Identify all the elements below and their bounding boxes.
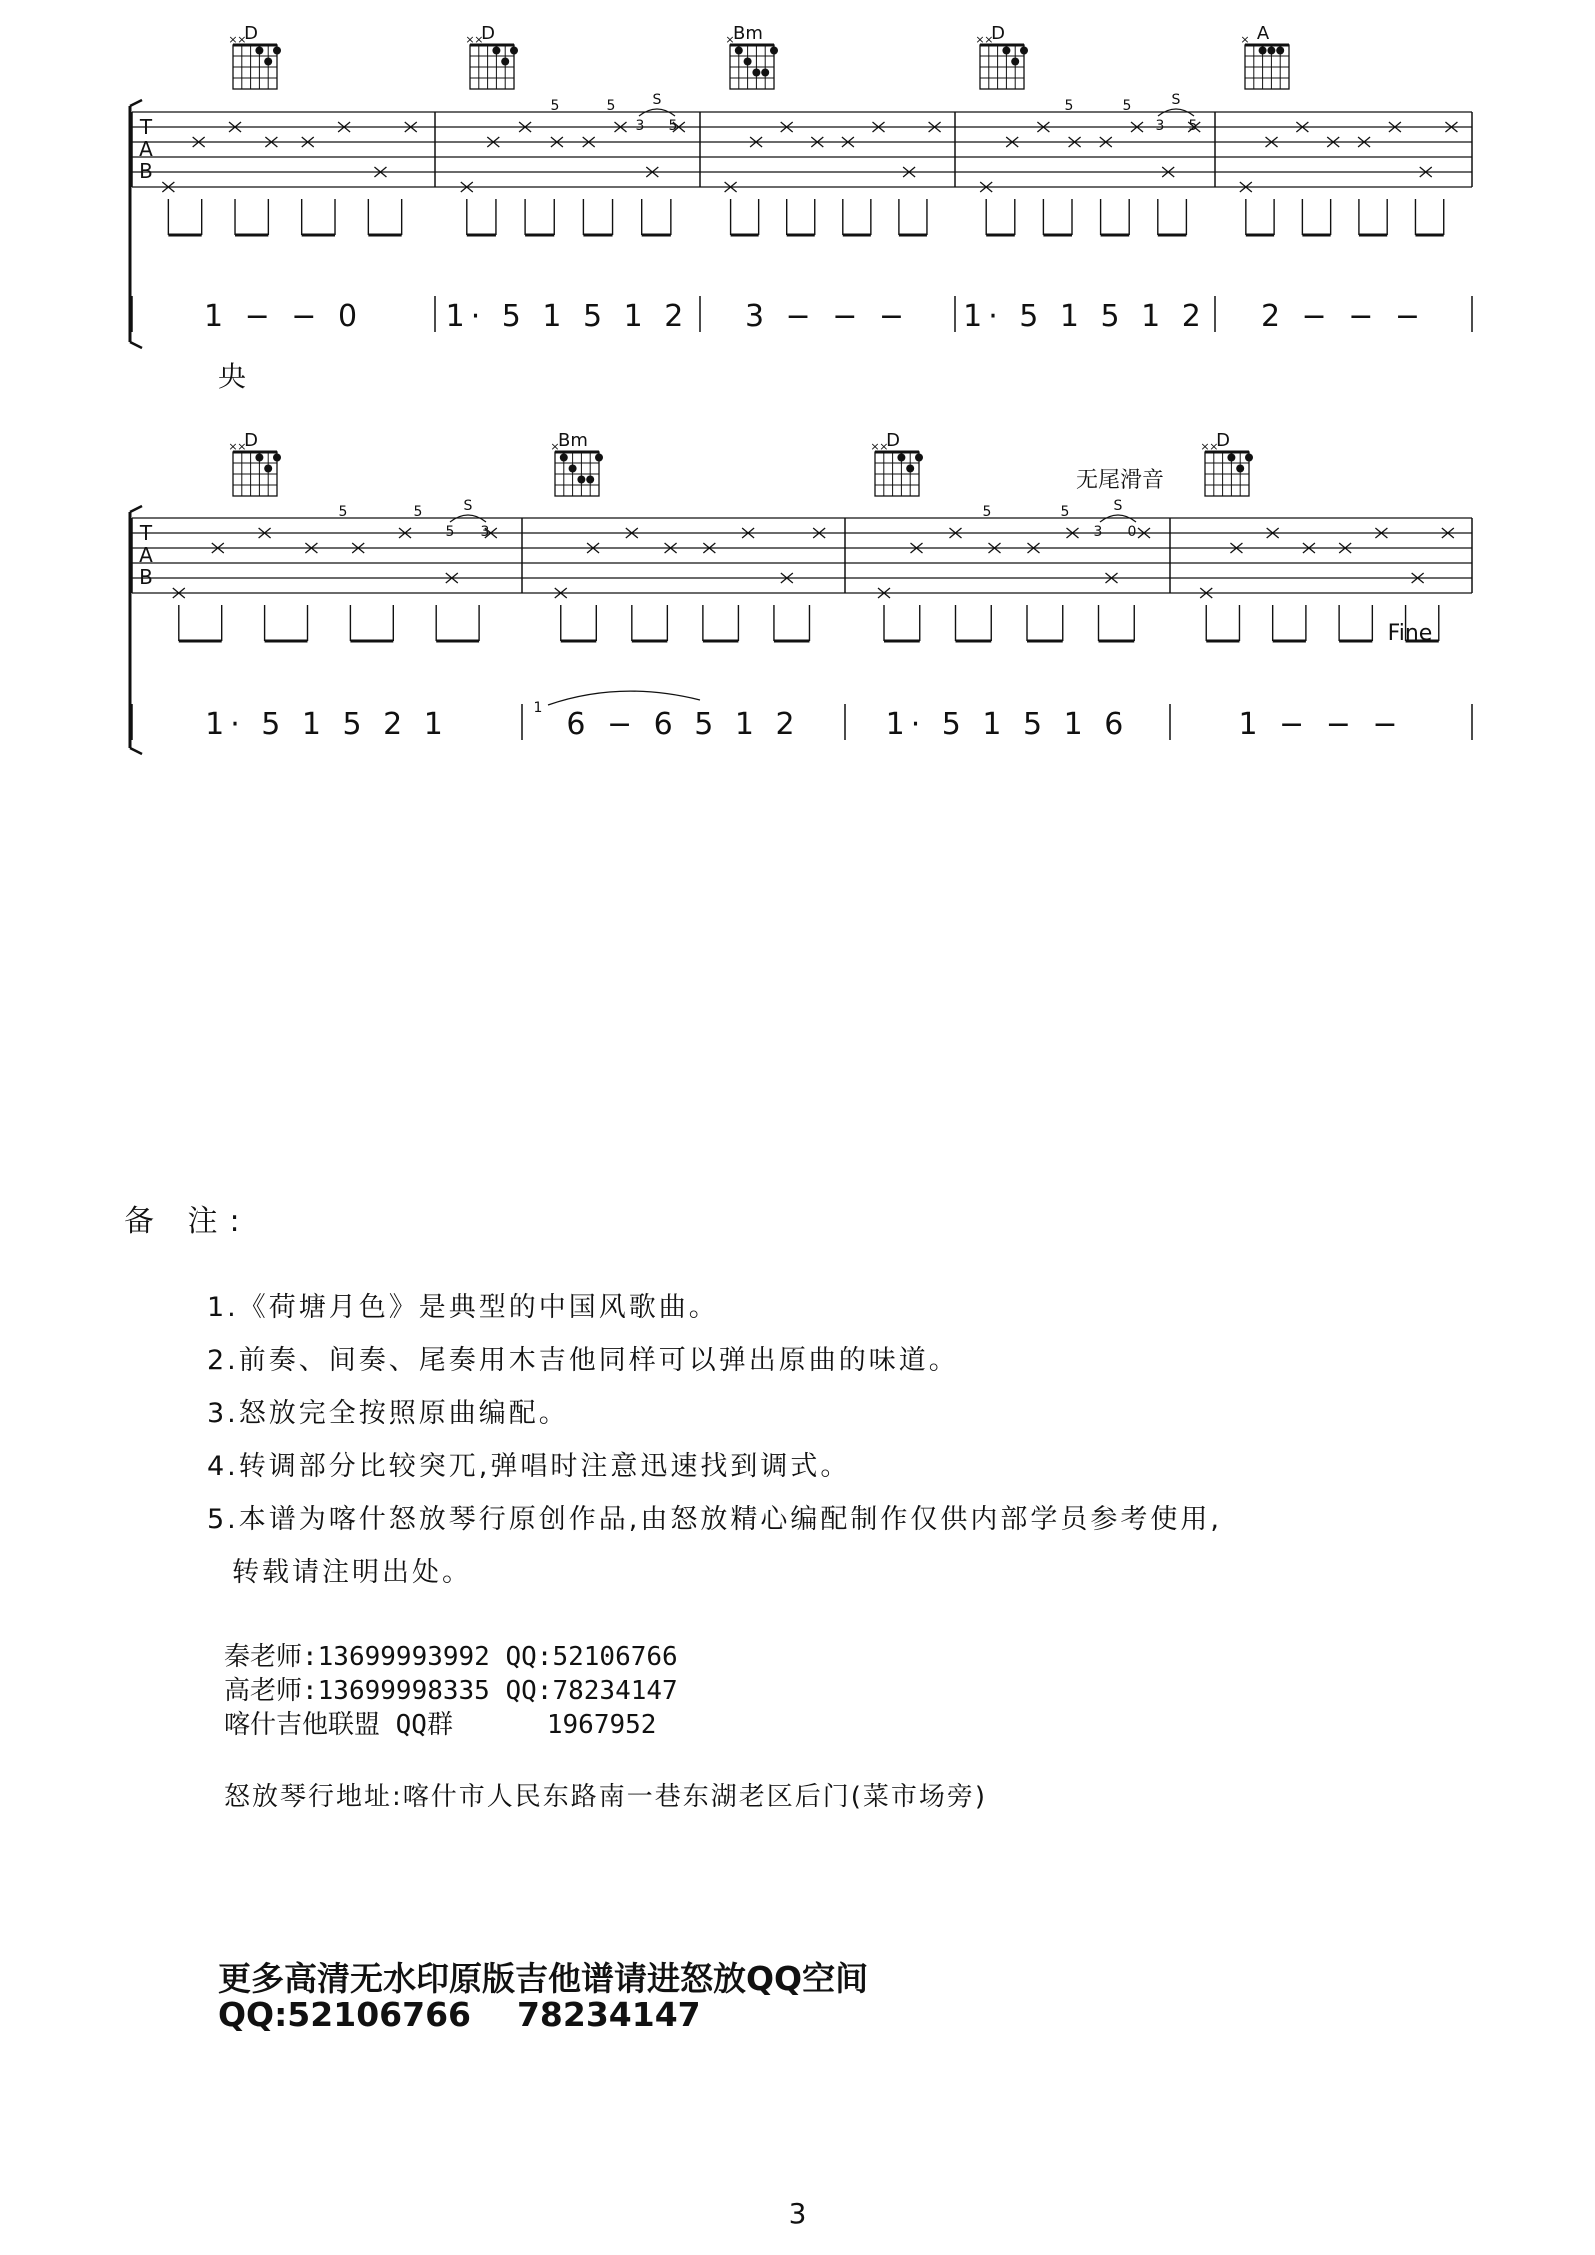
chord-name: A <box>1256 23 1270 44</box>
chord-finger-dot <box>577 476 585 484</box>
chord-diagram <box>228 23 281 89</box>
chord-finger-dot <box>1011 58 1019 66</box>
chord-finger-dot <box>264 58 272 66</box>
muted-string-mark: × <box>879 440 889 453</box>
tab-fret-number: 5 <box>1064 98 1074 114</box>
tab-clef-letter: T <box>139 115 153 139</box>
chord-name: Bm <box>733 23 763 44</box>
chord-name: D <box>244 23 258 44</box>
tab-fret-number: 5 <box>1122 98 1132 114</box>
contact-qin: 秦老师:13699993992 QQ:52106766 <box>224 1642 678 1672</box>
chord-name: D <box>481 23 495 44</box>
chord-finger-dot <box>1236 465 1244 473</box>
chord-finger-dot <box>744 58 752 66</box>
notation-measure: 1 − − 0 <box>203 299 364 334</box>
tab-fret-number: 3 <box>480 524 490 540</box>
chord-finger-dot <box>1002 47 1010 55</box>
fine-mark: Fine <box>1387 621 1433 646</box>
chord-finger-dot <box>752 69 760 77</box>
slide-mark: S <box>463 498 473 514</box>
muted-string-mark: × <box>228 33 238 46</box>
tab-fret-number: 5 <box>982 504 992 520</box>
chord-name: D <box>244 430 258 451</box>
slide-mark: S <box>1171 92 1181 108</box>
remarks-title: 备 注: <box>124 1204 252 1239</box>
tab-fret-number: 0 <box>1127 524 1137 540</box>
chord-finger-dot <box>1259 47 1267 55</box>
remark-item: 转载请注明出处。 <box>232 1557 472 1588</box>
tab-fret-number: 3 <box>635 118 645 134</box>
slide-mark: S <box>652 92 662 108</box>
chord-finger-dot <box>915 454 923 462</box>
chord-finger-dot <box>1227 454 1235 462</box>
chord-finger-dot <box>273 47 281 55</box>
system-bracket <box>130 748 142 754</box>
remark-item: 4.转调部分比较突兀,弹唱时注意迅速找到调式。 <box>207 1451 851 1482</box>
notation-measure: 3 − − − <box>744 299 911 334</box>
chord-finger-dot <box>255 47 263 55</box>
tab-fret-number: 5 <box>668 118 678 134</box>
tab-fret-number: 5 <box>338 504 348 520</box>
chord-finger-dot <box>501 58 509 66</box>
tie-arc <box>548 691 700 705</box>
slide-annotation: 无尾滑音 <box>1075 468 1165 493</box>
tab-clef-letter: T <box>139 521 153 545</box>
tab-fret-number: 5 <box>550 98 560 114</box>
chord-diagram <box>550 430 603 496</box>
tab-fret-number: 5 <box>413 504 423 520</box>
chord-diagram <box>870 430 923 496</box>
tab-fret-number: 5 <box>445 524 455 540</box>
remark-item: 5.本谱为喀什怒放琴行原创作品,由怒放精心编配制作仅供内部学员参考使用, <box>207 1504 1222 1535</box>
chord-name: D <box>1216 430 1230 451</box>
lyric-char: 央 <box>217 360 247 393</box>
notation-measure: 1· 5 1 5 1 6 <box>885 707 1130 742</box>
notation-measure: 1 − − − <box>1238 707 1404 742</box>
notation-measure: 2 − − − <box>1260 299 1427 334</box>
muted-string-mark: × <box>474 33 484 46</box>
chord-diagram <box>465 23 518 89</box>
shop-address: 怒放琴行地址:喀什市人民东路南一巷东湖老区后门(菜市场旁) <box>224 1782 988 1812</box>
chord-finger-dot <box>1020 47 1028 55</box>
chord-name: Bm <box>558 430 588 451</box>
contact-gao: 高老师:13699998335 QQ:78234147 <box>224 1676 678 1706</box>
muted-string-mark: × <box>465 33 475 46</box>
chord-finger-dot <box>1267 47 1275 55</box>
chord-finger-dot <box>897 454 905 462</box>
remark-item: 2.前奏、间奏、尾奏用木吉他同样可以弹出原曲的味道。 <box>207 1345 959 1376</box>
chord-finger-dot <box>586 476 594 484</box>
chord-finger-dot <box>735 47 743 55</box>
chord-finger-dot <box>255 454 263 462</box>
slide-mark: S <box>1113 498 1123 514</box>
promo-line: 更多高清无水印原版吉他谱请进怒放QQ空间 <box>218 1959 869 1998</box>
chord-finger-dot <box>510 47 518 55</box>
chord-finger-dot <box>273 454 281 462</box>
system-bracket <box>130 100 142 106</box>
chord-diagram <box>1240 23 1289 89</box>
notation-measure: 6 − 6 5 1 2 <box>566 707 801 742</box>
grace-note: 1 <box>533 700 543 716</box>
muted-string-mark: × <box>975 33 985 46</box>
muted-string-mark: × <box>237 33 247 46</box>
chord-name: D <box>886 430 900 451</box>
muted-string-mark: × <box>1240 33 1250 46</box>
muted-string-mark: × <box>725 33 735 46</box>
chord-finger-dot <box>761 69 769 77</box>
chord-finger-dot <box>492 47 500 55</box>
muted-string-mark: × <box>1200 440 1210 453</box>
remark-item: 3.怒放完全按照原曲编配。 <box>207 1398 569 1429</box>
tab-clef-letter: B <box>139 565 153 589</box>
chord-diagram <box>1200 430 1253 496</box>
tab-fret-number: 3 <box>1155 118 1165 134</box>
chord-diagram <box>975 23 1028 89</box>
tab-fret-number: 5 <box>1060 504 1070 520</box>
muted-string-mark: × <box>1209 440 1219 453</box>
tab-clef-letter: B <box>139 159 153 183</box>
chord-diagram <box>228 430 281 496</box>
chord-finger-dot <box>770 47 778 55</box>
notation-measure: 1· 5 1 5 1 2 <box>445 299 690 334</box>
chord-name: D <box>991 23 1005 44</box>
chord-finger-dot <box>569 465 577 473</box>
notation-measure: 1· 5 1 5 2 1 <box>205 707 449 742</box>
chord-finger-dot <box>1245 454 1253 462</box>
chord-finger-dot <box>1276 47 1284 55</box>
page-number: 3 <box>788 2197 807 2230</box>
notation-measure: 1· 5 1 5 1 2 <box>963 299 1207 334</box>
tab-clef-letter: A <box>139 137 153 161</box>
muted-string-mark: × <box>870 440 880 453</box>
promo-qq: QQ:52106766 78234147 <box>218 1995 701 2034</box>
system-bracket <box>130 342 142 348</box>
chord-finger-dot <box>264 465 272 473</box>
muted-string-mark: × <box>237 440 247 453</box>
tab-fret-number: 5 <box>1188 118 1198 134</box>
chord-finger-dot <box>906 465 914 473</box>
chord-finger-dot <box>595 454 603 462</box>
muted-string-mark: × <box>228 440 238 453</box>
chord-diagram <box>725 23 778 89</box>
chord-finger-dot <box>560 454 568 462</box>
muted-string-mark: × <box>984 33 994 46</box>
remark-item: 1.《荷塘月色》是典型的中国风歌曲。 <box>207 1292 719 1323</box>
tab-fret-number: 5 <box>606 98 616 114</box>
muted-string-mark: × <box>550 440 560 453</box>
tab-fret-number: 3 <box>1093 524 1103 540</box>
tab-clef-letter: A <box>139 543 153 567</box>
contact-qq-group: 喀什吉他联盟 QQ群 1967952 <box>224 1710 657 1740</box>
system-bracket <box>130 506 142 512</box>
